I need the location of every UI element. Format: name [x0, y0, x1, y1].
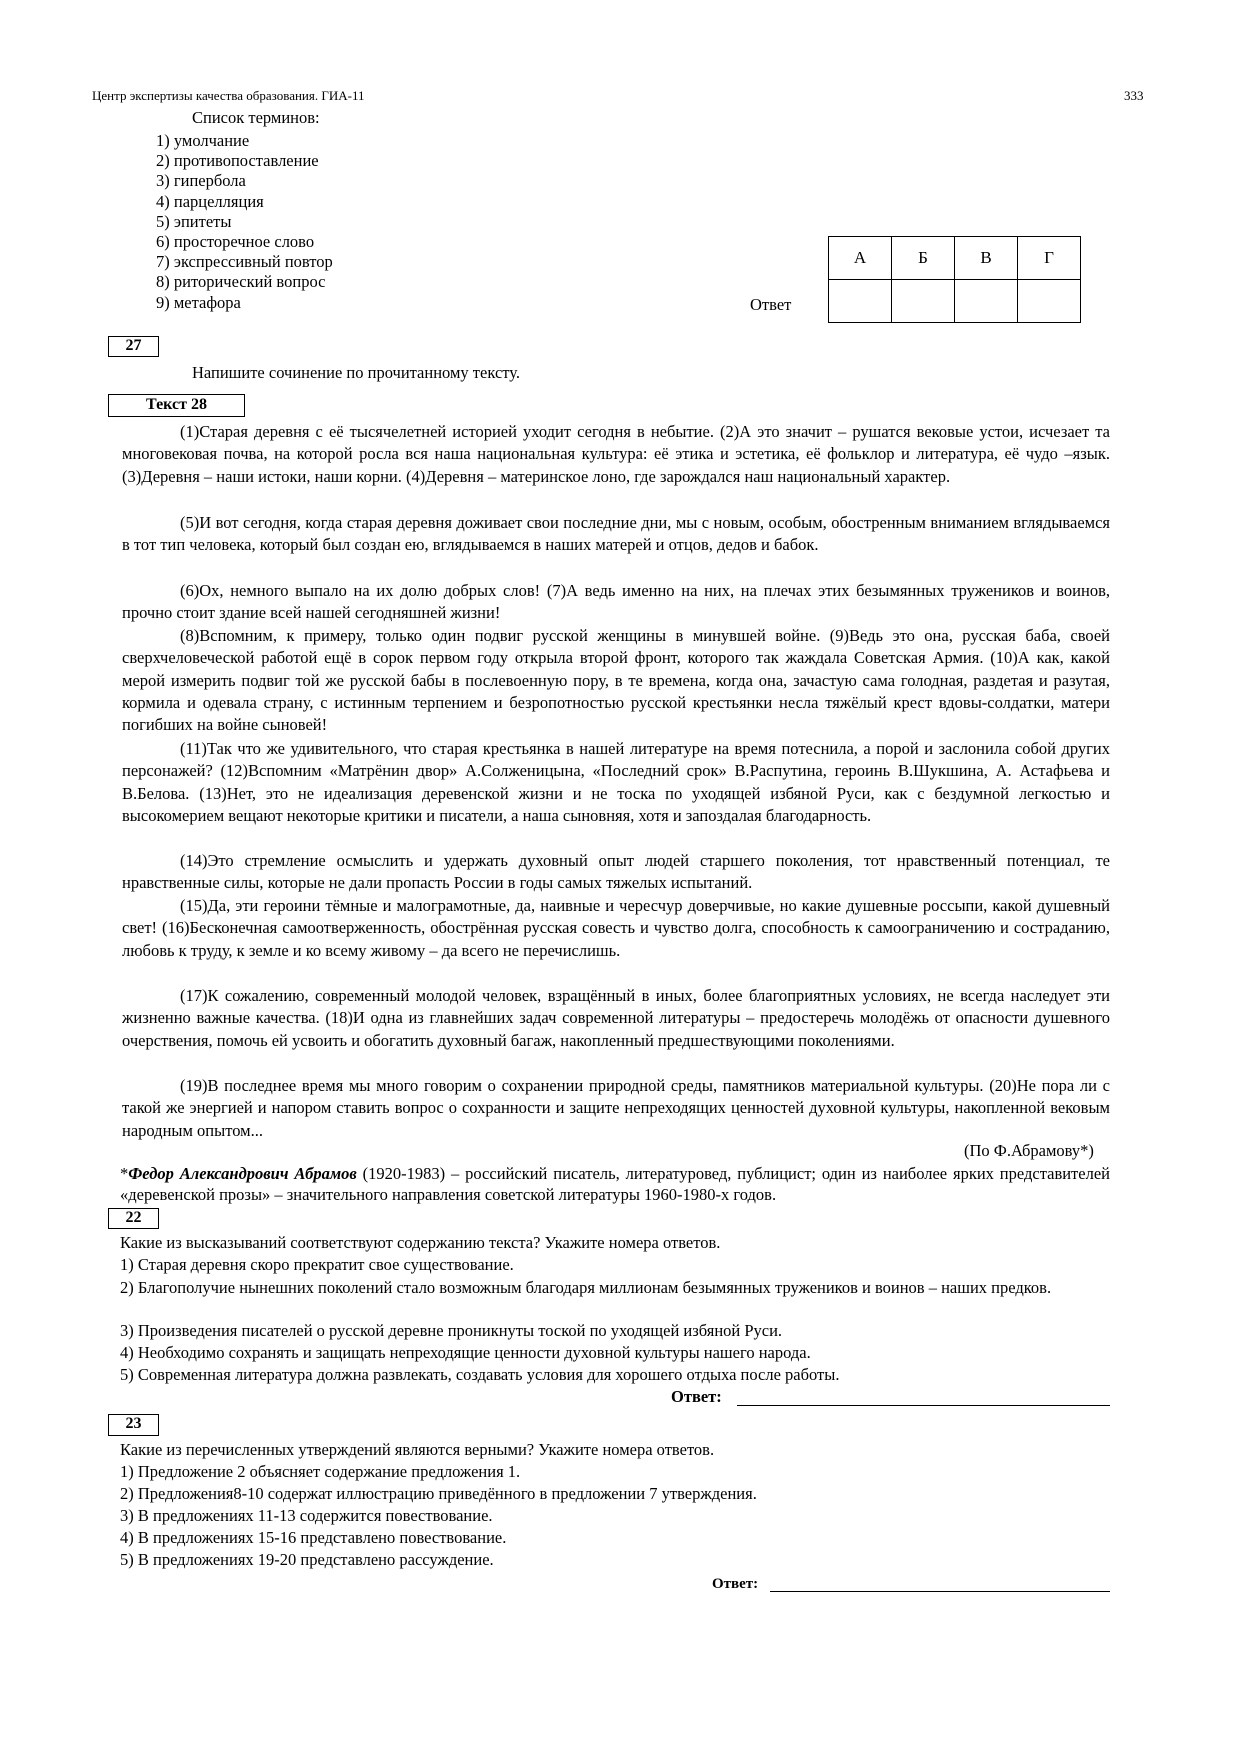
page-header-title: Центр экспертизы качества образования. ГИА-11 — [92, 88, 365, 103]
task27-instruction: Напишите сочинение по прочитанному тексту. — [192, 363, 520, 382]
terms-title: Список терминов: — [192, 108, 320, 127]
text-paragraph: (11)Так что же удивительного, что старая крестьянка в нашей литературе на время потеснила, а порой и заслонила собой других персонажей? (12)Вспомним «Матрёнин двор» А.Солженицына, «Последний срок» В.Распутина, героинь В.Шукшина, А. Астафьева и В.Белова. (13)Нет, это не идеализация деревенской жизни и не тоска по уходящей избяной Руси, как с бездумной легкостью и высокомерием вещают некоторые критики и писатели, а наша сыновняя, хотя и запоздалая благодарность. — [122, 739, 1110, 825]
task23-option: 5) В предложениях 19-20 представлено рассуждение. — [120, 1550, 494, 1569]
answer-table-label: Ответ — [750, 295, 792, 314]
task23-option: 2) Предложения8-10 содержат иллюстрацию приведённого в предложении 7 утверждения. — [120, 1484, 757, 1503]
term-item: 5) эпитеты — [156, 211, 232, 231]
page-number: 333 — [1124, 88, 1144, 103]
task22-answer-label: Ответ: — [671, 1387, 722, 1406]
task23-option: 3) В предложениях 11-13 содержится повествование. — [120, 1506, 493, 1525]
text-paragraph: (8)Вспомним, к примеру, только один подвиг русской женщины в минувшей войне. (9)Ведь это она, русская баба, своей сверхчеловеческой работой ещё в сорок первом году открыла второй фронт, которого так жаждала Советская Армия. (10)А как, какой мерой измерить подвиг той же русской бабы в послевоенную пору, в те времена, когда она, зачастую сама голодная, раздетая и разутая, кормила и одевала страну, с истинным терпением и безропотностью русской крестьянки несла тяжёлый крест вдовы-солдатки, матери погибших на войне сыновей! — [122, 626, 1110, 735]
text-paragraph: (14)Это стремление осмыслить и удержать духовный опыт людей старшего поколения, тот нравственный потенциал, те нравственные силы, которые не дали пропасть России в годы самых тяжелых испытаний. — [122, 851, 1110, 893]
task23-question: Какие из перечисленных утверждений являются верными? Укажите номера ответов. — [120, 1440, 715, 1459]
term-item: 8) риторический вопрос — [156, 272, 326, 292]
text-paragraph: (1)Старая деревня с её тысячелетней историей уходит сегодня в небытие. (2)А это значит – рушатся вековые устои, исчезает та многовековая почва, на которой росла вся наша национальная культура: её этика и эстетика, её фольклор и литература, её чудо –язык. (3)Деревня – наши истоки, наши корни. (4)Деревня – материнское лоно, где зарождался наш национальный характер. — [122, 422, 1110, 486]
answer-column-header: А — [829, 237, 892, 280]
task23-answer-label: Ответ: — [712, 1576, 759, 1592]
text-paragraph: (6)Ох, немного выпало на их долю добрых слов! (7)А ведь именно на них, на плечах этих безымянных тружеников и воинов, прочно стоит здание всей нашей сегодняшней жизни! — [122, 581, 1110, 623]
answer-cell[interactable] — [955, 280, 1018, 323]
term-item: 3) гипербола — [156, 171, 246, 191]
task23-option: 1) Предложение 2 объясняет содержание предложения 1. — [120, 1462, 521, 1481]
term-item: 9) метафора — [156, 292, 241, 312]
footnote-star: * — [120, 1164, 129, 1183]
terms-list — [156, 131, 333, 313]
text-paragraph: (19)В последнее время мы много говорим о сохранении природной среды, памятников материальной культуры. (20)Не пора ли с такой же энергией и напором ставить вопрос о сохранности и защите непреходящих ценностей духовной культуры, накопленной вековым народным опытом... — [122, 1076, 1110, 1140]
task22-question: Какие из высказываний соответствуют содержанию текста? Укажите номера ответов. — [120, 1233, 721, 1252]
text-title: Текст 28 — [108, 394, 245, 417]
task-number-22: 22 — [108, 1208, 159, 1229]
task22-option: 2) Благополучие нынешних поколений стало возможным благодаря миллионам безымянных тружеников и воинов – наших предков. — [120, 1278, 1052, 1297]
answer-table — [828, 236, 1081, 323]
task22-option: 5) Современная литература должна развлекать, создавать условия для хорошего отдыха после работы. — [120, 1365, 840, 1384]
text-attribution: (По Ф.Абрамову*) — [964, 1141, 1094, 1160]
task-number-23: 23 — [108, 1414, 159, 1436]
term-item: 2) противопоставление — [156, 151, 319, 171]
term-item: 4) парцелляция — [156, 191, 264, 211]
answer-cell[interactable] — [829, 280, 892, 323]
task-number-27: 27 — [108, 336, 159, 357]
text-paragraph: (5)И вот сегодня, когда старая деревня доживает свои последние дни, мы с новым, особым, обостренным вниманием вглядываемся в тот тип человека, который был создан ею, вглядываемся в наших матерей и отцов, дедов и бабок. — [122, 513, 1110, 555]
task22-answer-field[interactable] — [737, 1405, 1110, 1406]
task23-option: 4) В предложениях 15-16 представлено повествование. — [120, 1528, 507, 1547]
footnote-text: (1920-1983) – российский писатель, литературовед, публицист; один из наиболее ярких представителей «деревенской прозы» – значительного направления советской литературы 1960-1980-х годов. — [120, 1164, 1110, 1204]
author-name: Федор Александрович Абрамов — [128, 1164, 357, 1183]
text-paragraph: (17)К сожалению, современный молодой человек, взращённый в иных, более благоприятных условиях, не всегда наследует эти жизненно важные качества. (18)И одна из главнейших задач современной литературы – предостеречь молодёжь от опасности душевного очерствения, помочь ей усвоить и обогатить духовный багаж, накопленный предшествующими поколениями. — [122, 986, 1110, 1050]
term-item: 1) умолчание — [156, 131, 250, 150]
term-item: 7) экспрессивный повтор — [156, 252, 333, 272]
answer-column-header: Б — [892, 237, 955, 280]
answer-cell[interactable] — [892, 280, 955, 323]
answer-cell[interactable] — [1018, 280, 1081, 323]
task22-option: 1) Старая деревня скоро прекратит свое существование. — [120, 1255, 514, 1274]
text-paragraph: (15)Да, эти героини тёмные и малограмотные, да, наивные и чересчур доверчивые, но какие душевные россыпи, какой душевный свет! (16)Бесконечная самоотверженность, обострённая русская совесть и чувство долга, способность к самоограничению и состраданию, любовь к труду, к земле и ко всему живому – да всего не перечислишь. — [122, 896, 1110, 960]
task23-answer-field[interactable] — [770, 1591, 1110, 1592]
term-item: 6) просторечное слово — [156, 232, 315, 252]
answer-column-header: В — [955, 237, 1018, 280]
author-footnote — [120, 1163, 1110, 1205]
answer-column-header: Г — [1018, 237, 1081, 280]
task22-option: 3) Произведения писателей о русской деревне проникнуты тоской по уходящей избяной Руси. — [120, 1321, 783, 1340]
task22-option: 4) Необходимо сохранять и защищать непреходящие ценности духовной культуры нашего народа. — [120, 1343, 811, 1362]
